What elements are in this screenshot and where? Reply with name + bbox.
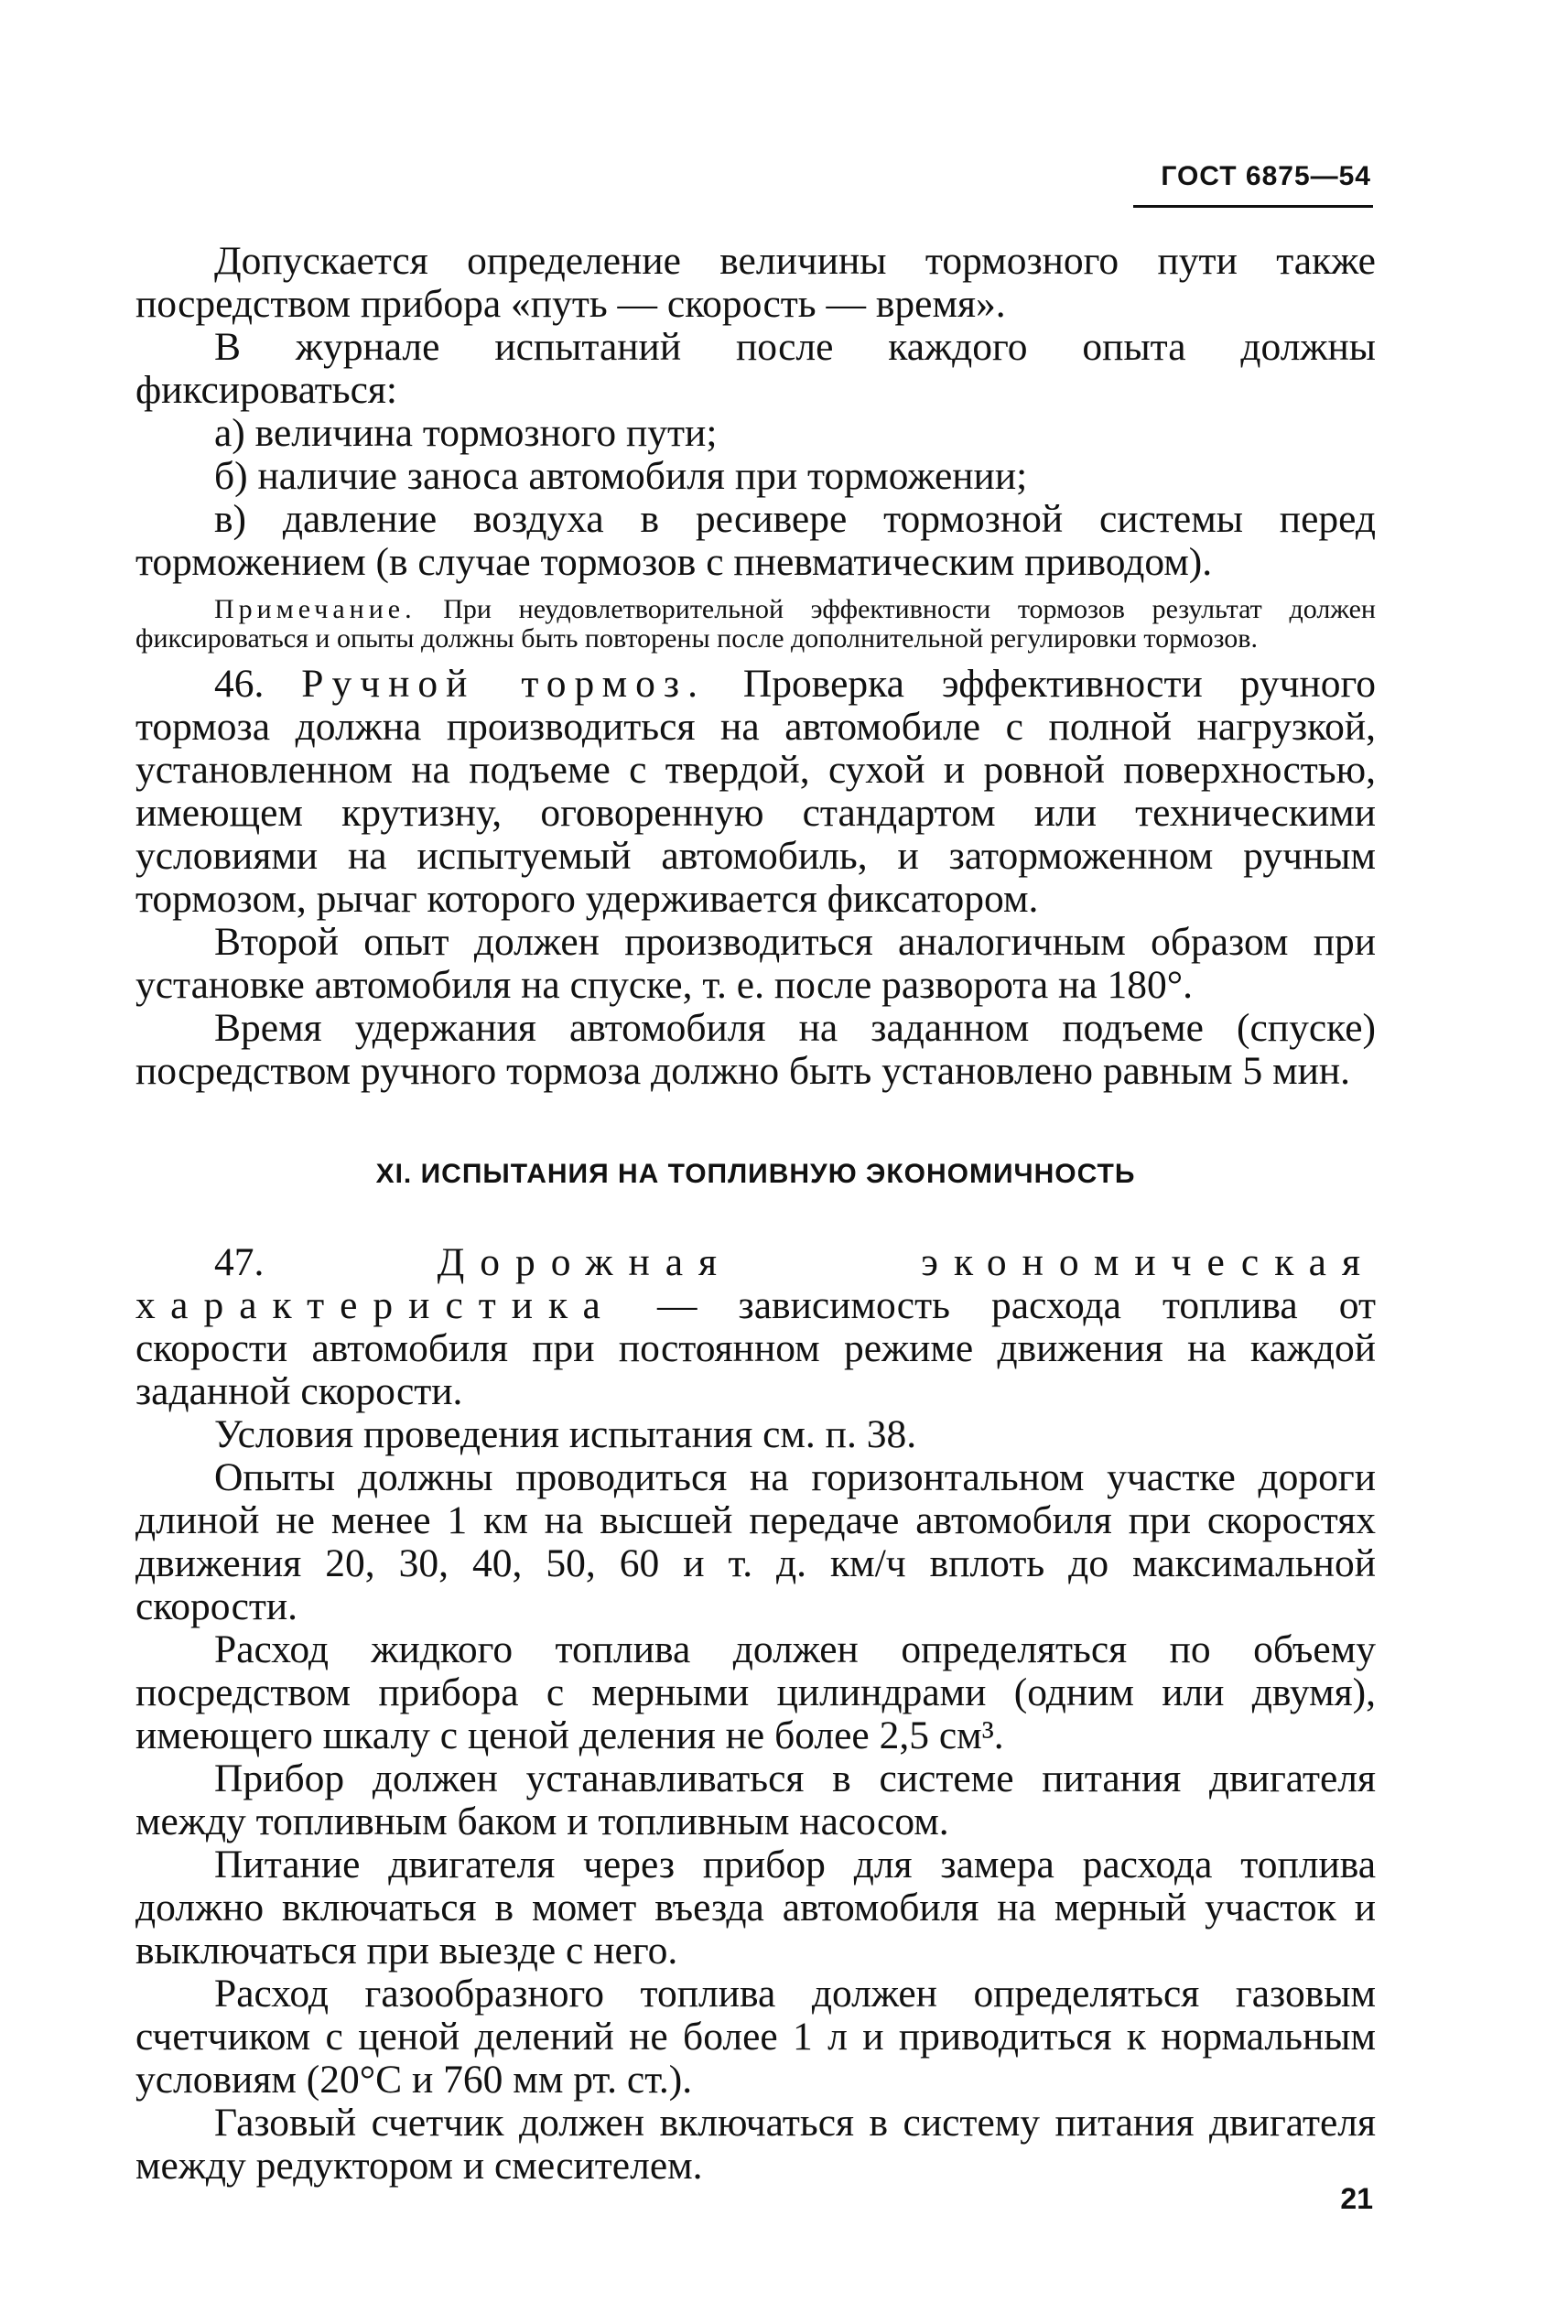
paragraph: Прибор должен устанавливаться в системе питания двигателя между топливным баком и топливным насосом. bbox=[135, 1757, 1376, 1843]
list-item: а) величина тормозного пути; bbox=[214, 411, 718, 455]
note-label: Примечание. bbox=[214, 594, 416, 624]
clause-title: Дорожная экономическая характеристика bbox=[135, 1240, 1376, 1327]
paragraph: Время удержания автомобиля на заданном подъеме (спуске) посредством ручного тормоза должно быть установлено равным 5 мин. bbox=[135, 1006, 1376, 1093]
paragraph: Опыты должны проводиться на горизонтальном участке дороги длиной не менее 1 км на высшей передаче автомобиля при скоростях движения 20, 30, 40, 50, 60 и т. д. км/ч вплоть до максимальной скорости. bbox=[135, 1455, 1376, 1628]
paragraph: Расход жидкого топлива должен определяться по объему посредством прибора с мерными цилиндрами (одним или двумя), имеющего шкалу с ценой деления не более 2,5 см³. bbox=[135, 1627, 1376, 1757]
paragraph: Условия проведения испытания см. п. 38. bbox=[214, 1412, 917, 1456]
list-item: в) давление воздуха в ресивере тормозной системы перед торможением (в случае тормозов с пневматическим приводом). bbox=[135, 497, 1376, 584]
clause-title: Ручной тормоз. bbox=[301, 662, 706, 706]
paragraph: Газовый счетчик должен включаться в систему питания двигателя между редуктором и смесителем. bbox=[135, 2101, 1376, 2188]
note bbox=[135, 595, 1376, 654]
paragraph: В журнале испытаний после каждого опыта должны фиксироваться: bbox=[135, 325, 1376, 412]
document-header: ГОСТ 6875—54 bbox=[1161, 161, 1371, 191]
list-item: б) наличие заноса автомобиля при торможении; bbox=[214, 454, 1028, 498]
clause-text: Проверка эффективности ручного тормоза должна производиться на автомобиле с полной нагрузкой, установленном на подъеме с твердой, сухой и ровной поверхностью, имеющем крутизну, оговоренную стандартом или техническими условиями на испытуемый автомобиль, и заторможенном ручным тормозом, рычаг которого удерживается фиксатором. bbox=[135, 662, 1377, 921]
paragraph-46 bbox=[135, 663, 1376, 921]
section-title: XI. ИСПЫТАНИЯ НА ТОПЛИВНУЮ ЭКОНОМИЧНОСТЬ bbox=[375, 1159, 1136, 1189]
header-rule bbox=[1133, 205, 1373, 208]
paragraph: Допускается определение величины тормозного пути также посредством прибора «путь — скорость — время». bbox=[135, 239, 1376, 326]
paragraph: Расход газообразного топлива должен определяться газовым счетчиком с ценой делений не более 1 л и приводиться к нормальным условиям (20°С и 760 мм рт. ст.). bbox=[135, 1972, 1376, 2102]
paragraph: Второй опыт должен производиться аналогичным образом при установке автомобиля на спуске, т. е. после разворота на 180°. bbox=[135, 920, 1376, 1007]
paragraph-47 bbox=[135, 1241, 1376, 1413]
page-number: 21 bbox=[1340, 2182, 1373, 2215]
paragraph: Питание двигателя через прибор для замера расхода топлива должно включаться в момет въезда автомобиля на мерный участок и выключаться при выезде с него. bbox=[135, 1843, 1376, 1973]
note-text: При неудовлетворительной эффективности тормозов результат должен фиксироваться и опыты должны быть повторены после дополнительной регулировки тормозов. bbox=[135, 594, 1376, 654]
clause-number: 47. bbox=[214, 1240, 265, 1284]
page-body bbox=[135, 240, 1376, 2188]
clause-number: 46. bbox=[214, 662, 265, 706]
clause-text: — зависимость расхода топлива от скорости автомобиля при постоянном режиме движения на каждой заданной скорости. bbox=[135, 1283, 1376, 1413]
